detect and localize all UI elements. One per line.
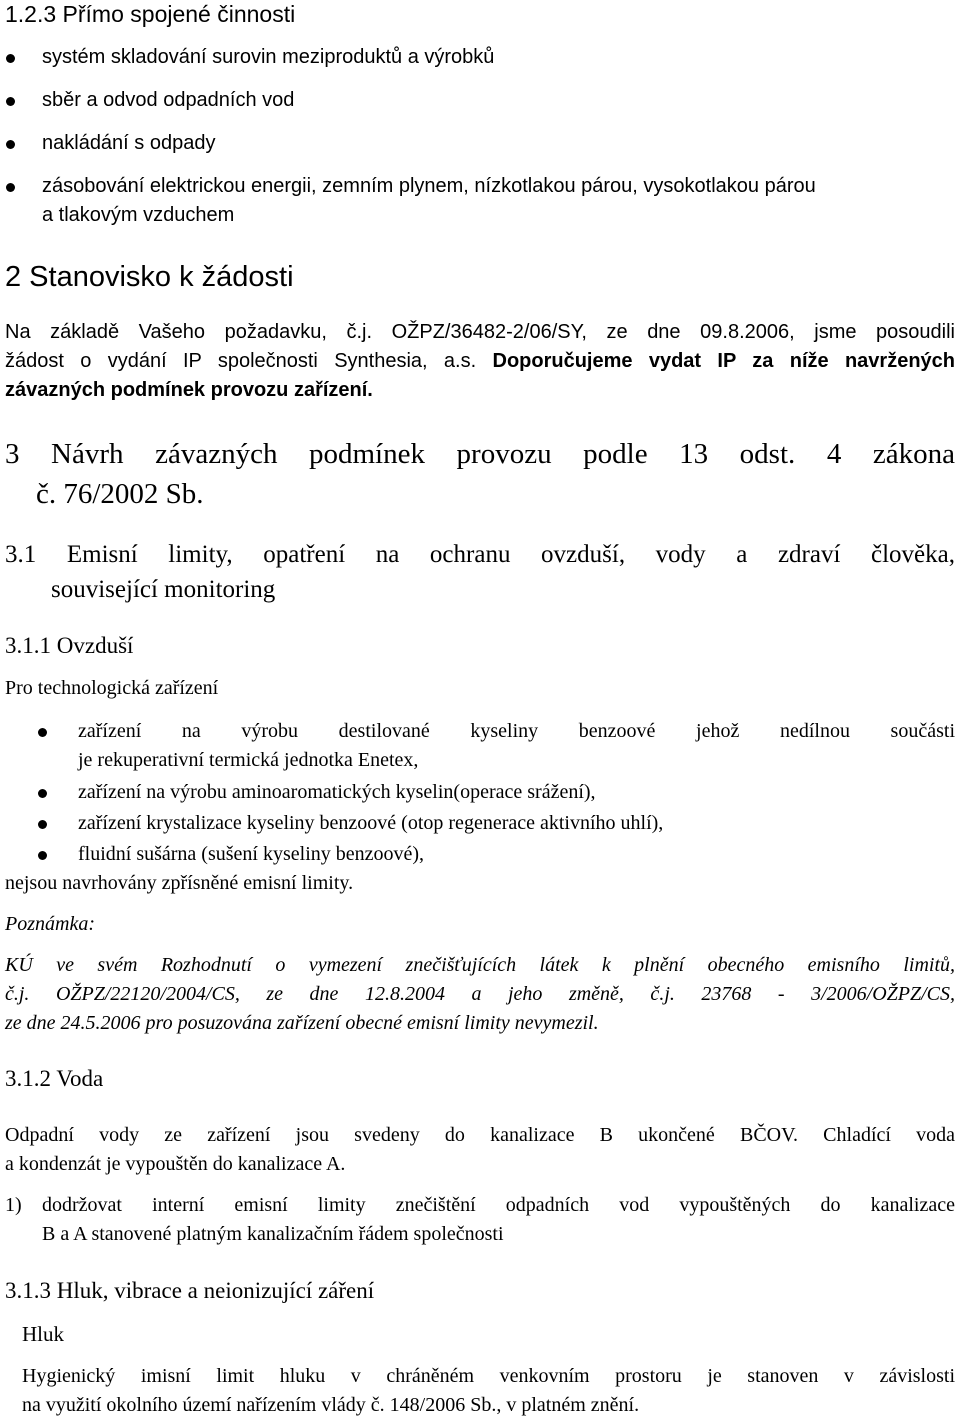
numbered-item-line: dodržovat interní emisní limity znečištění odpadních vod vypouštěných do kanalizace — [42, 1194, 955, 1216]
heading-line: 3.1 Emisní limity, opatření na ochranu ovzduší, vody a zdraví člověka, — [5, 541, 955, 568]
bullet-icon — [6, 97, 15, 106]
note-line: č.j. OŽPZ/22120/2004/CS, ze dne 12.8.2004 a jeho změně, č.j. 23768 - 3/2006/OŽPZ/CS, — [5, 983, 955, 1005]
bullet-icon — [6, 140, 15, 149]
list-item: sběr a odvod odpadních vod — [42, 89, 295, 111]
note-line: KÚ ve svém Rozhodnutí o vymezení znečišťujících látek k plnění obecného emisního limitů, — [5, 954, 955, 976]
section-heading-3-1-2: 3.1.2 Voda — [5, 1066, 104, 1091]
subheading-noise: Hluk — [22, 1322, 64, 1346]
section-2-paragraph — [5, 318, 955, 405]
bullet-icon — [38, 789, 47, 798]
section-heading-2: 2 Stanovisko k žádosti — [5, 261, 294, 293]
list-item-continuation: a tlakovým vzduchem — [42, 204, 235, 226]
bullet-icon — [38, 851, 47, 860]
section-3-1-2-paragraph — [5, 1121, 955, 1179]
numbered-item-marker: 1) — [5, 1194, 22, 1216]
list-item-line: zařízení na výrobu destilované kyseliny benzoové jehož nedílnou součásti — [78, 720, 955, 742]
section-heading-3-1-3: 3.1.3 Hluk, vibrace a neionizující záření — [5, 1278, 375, 1303]
section-heading-3-1 — [5, 537, 955, 607]
list-item — [78, 717, 955, 775]
list-item: fluidní sušárna (sušení kyseliny benzoové), — [78, 843, 425, 865]
paragraph-line: Hygienický imisní limit hluku v chráněném venkovním prostoru je stanoven v závislosti — [22, 1365, 955, 1387]
bullet-icon — [38, 728, 47, 737]
list-item-line: je rekuperativní termická jednotka Enetex, — [78, 749, 419, 771]
paragraph-line — [5, 347, 955, 376]
section-heading-1-2-3: 1.2.3 Přímo spojené činnosti — [5, 1, 296, 27]
note-text — [5, 951, 955, 1038]
paragraph-line: na využití okolního území nařízením vlády č. 148/2006 Sb., v platném znění. — [22, 1394, 640, 1416]
paragraph-line: Odpadní vody ze zařízení jsou svedeny do kanalizace B ukončené BČOV. Chladící voda — [5, 1124, 955, 1146]
section-3-1-1-outro: nejsou navrhovány zpřísněné emisní limity. — [5, 872, 354, 894]
note-label: Poznámka: — [5, 913, 95, 935]
heading-line: č. 76/2002 Sb. — [36, 478, 204, 510]
heading-line: související monitoring — [51, 576, 276, 603]
note-line: ze dne 24.5.2006 pro posuzována zařízení obecné emisní limity nevymezil. — [5, 1012, 599, 1034]
bullet-icon — [6, 54, 15, 63]
bullet-icon — [6, 183, 15, 192]
paragraph-line: a kondenzát je vypouštěn do kanalizace A. — [5, 1153, 346, 1175]
numbered-item-text — [42, 1191, 955, 1249]
list-item: nakládání s odpady — [42, 132, 216, 154]
section-heading-3-1-1: 3.1.1 Ovzduší — [5, 633, 134, 658]
recommendation-text: Doporučujeme vydat IP za níže navržených — [492, 350, 956, 372]
list-item: zařízení krystalizace kyseliny benzoové (otop regenerace aktivního uhlí), — [78, 812, 664, 834]
section-3-1-3-paragraph — [22, 1362, 955, 1420]
list-item: systém skladování surovin meziproduktů a výrobků — [42, 46, 495, 68]
list-item: zařízení na výrobu aminoaromatických kyselin(operace srážení), — [78, 781, 596, 803]
heading-line: 3 Návrh závazných podmínek provozu podle 13 odst. 4 zákona — [5, 438, 955, 470]
section-3-1-1-intro: Pro technologická zařízení — [5, 677, 219, 699]
recommendation-text-continuation: závazných podmínek provozu zařízení. — [5, 379, 373, 401]
numbered-item-line: B a A stanovené platným kanalizačním řádem společnosti — [42, 1223, 504, 1245]
section-heading-3 — [5, 434, 955, 514]
bullet-icon — [38, 820, 47, 829]
paragraph-line: Na základě Vašeho požadavku, č.j. OŽPZ/36482-2/06/SY, ze dne 09.8.2006, jsme posoudili — [5, 321, 955, 343]
list-item: zásobování elektrickou energii, zemním plynem, nízkotlakou párou, vysokotlakou párou — [42, 175, 816, 197]
paragraph-text: žádost o vydání IP společnosti Synthesia, a.s. — [5, 350, 493, 372]
